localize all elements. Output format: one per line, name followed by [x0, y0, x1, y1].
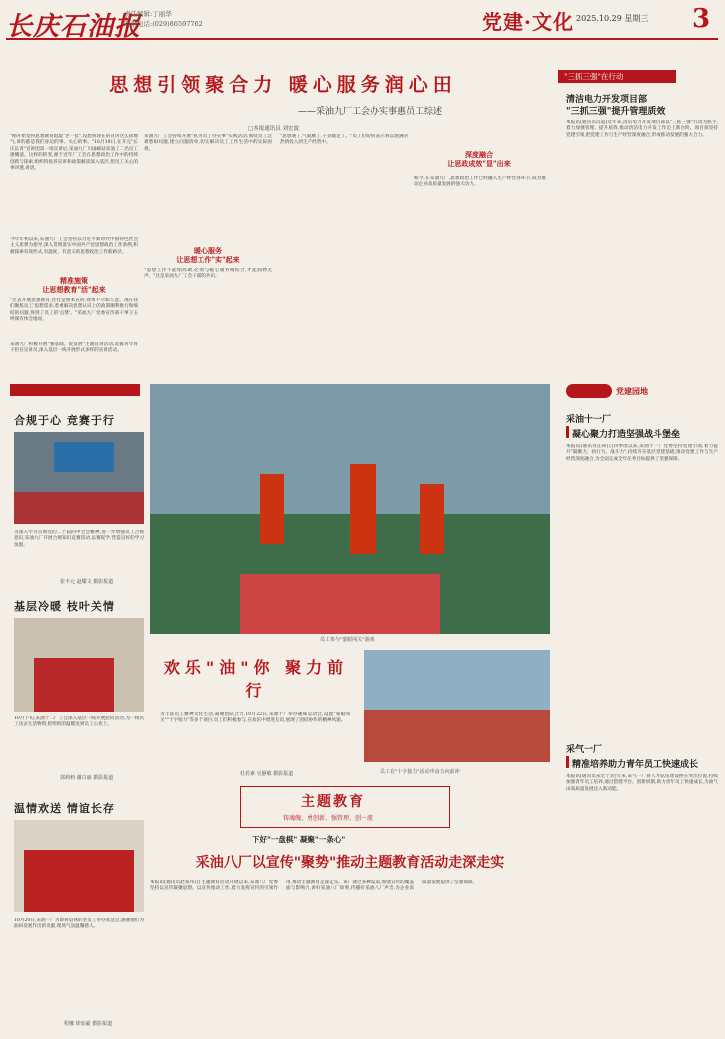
masthead: [6, 4, 718, 40]
right-title-1a: 清洁电力开发项目部: [566, 95, 648, 105]
lead-byline: □本报通讯员 刘宏波: [248, 126, 299, 132]
story3-text: 10月20日,采油一厂为即将退休的老员工举办欢送会,感谢他们为油田发展作出的贡献,现场气氛温馨感人。: [14, 918, 144, 930]
editor-info: [124, 9, 203, 29]
right-title-2b: 凝心聚力打造坚强战斗堡垒: [572, 430, 681, 440]
story1-byline: 张丰元 赵耀文 摄影报道: [60, 579, 114, 585]
lead-p1: "刚开始觉得思想教育挺虚"老一套",没想到现在的宣讲这么接地气,讲的都是我们身边的事、关心的事。"10月19日,在开完"长庆长青"宣讲团第一场宣讲后,采油九厂川国邮站采油工二名员工感慨道。这样的转变,源于近年厂工会在思想政治工作中的持续创新与探索,组织特优养宣讲和政策解读深入基层,把员工关心的事讲透,讲清。: [10, 134, 138, 172]
story3-byline: 程娜 徐加豪 摄影报道: [64, 1021, 113, 1027]
story3-title: 温情欢送 情谊长存: [14, 802, 115, 815]
right-text-2: 本报讯(通讯员任锋)自四季度以来,采油十一厂党委坚持党建引领,着力提升"凝聚力、执行力、战斗力",持续夯实基层党建基础,推动党建工作与生产经营深度融合,为全面完成全年任务目标提供了坚强保障。: [566, 444, 718, 462]
party-badge: [566, 384, 612, 398]
festival-text: 为丰富员工精神文化生活,凝聚团队合力,10月22日,采油十厂举办趣味运动会,设置"蒙眼闯关""十字接力"等多个项目,员工们积极参与,在欢乐中增进友谊,展现了团结协作的精神风貌。: [160, 712, 350, 724]
lead-p2: 今年年初以来,采油九厂工会坚持以习近平新时代中国特色社会主义思想为指导,深入贯彻落实中国共产党思想政治工作条例,积极探索有效形式,有温度、有意义的思想政治工作新路径。: [10, 237, 138, 255]
story1-text: 为深入学习贯彻党的二十届四中全会精神,进一步增强员工合规意识,采油九厂开展合规知识竞赛活动,以赛促学,营造良好的学习氛围。: [14, 530, 144, 548]
story2-photo: [14, 618, 144, 712]
editor-phone: 联系电话:(029)86597762: [124, 20, 203, 28]
right-band-1: "三抓三强"在行动: [558, 70, 676, 83]
newspaper-logo: 长庆石油报: [6, 12, 142, 42]
lead-p8: "思想通了,气就顺了,干劲就足了。"员工们纷纷表示将以饱满的热情投入到生产经营中。: [280, 134, 408, 146]
lead-p3: "过去开展思想教育,往往是照本宣科,效果不尽如人意。现在我们聚焦员工'思想需求,着重解决思想认识上的政策顺利推行和细结的问题,得到了员工的'点赞'。"采油九厂党委宣传部干事王玉坤深有体会地说。: [10, 298, 138, 323]
lead-subtitle: ——采油九厂工会办实事惠员工综述: [297, 107, 442, 117]
right-title-1b: "三抓三强"提升管理质效: [566, 107, 666, 117]
theme-slogan2: 下好"一盘棋" 凝聚"一条心": [252, 835, 346, 844]
right-text-1: 本报讯(通讯员冯超)近年来,清洁电力开发项目部以"三抓三强"行动为抓手,着力加强管理、提升质效,推动清洁电力开发工作迈上新台阶。项目部坚持党建引领,把党建工作与生产经营深度融合,形成推动发展的强大合力。: [566, 120, 718, 138]
right-title-3a: 采气一厂: [566, 745, 603, 755]
lead-subhead-b: 暖心服务 让思想工作"实"起来: [176, 246, 240, 264]
lead-subhead-c: 深度融合 让思政成效"显"出来: [447, 150, 511, 168]
editor-name: 责任编辑:丁丽华: [124, 10, 172, 18]
right-text-3: 本报讯(通讯员宋宏宁)近年来,采气一厂将人才队伍建设摆在突出位置,持续加强青年员工培养,通过搭建平台、创新机制,助力青年员工快速成长,为油气田高质量发展注入新动能。: [566, 774, 718, 792]
lead-subhead-a: 精准施策 让思想教育"活"起来: [42, 276, 106, 294]
lead-p7: 如今,在采油九厂,思想政治工作已经融入生产经营各环节,成为推动企业高质量发展的强大动力。: [414, 176, 546, 188]
story2-byline: 郭莉莉 谢白丽 摄影报道: [60, 775, 114, 781]
story2-text: 10月下旬,采油十二厂工会深入基层一线开展慰问活动,为一线员工送去生活物资,把组织的温暖送到员工心坎上。: [14, 716, 144, 728]
lead-p5: "思想工作不能唱高调,必须与暖心服务相结合,才能润物无声。"这是采油九厂工会干部的共识。: [144, 268, 272, 280]
theme-label: 主题教育: [301, 794, 365, 810]
festival-photo-1: [150, 384, 550, 634]
lead-title: 思想引领聚合力 暖心服务润心田: [109, 74, 457, 96]
right-title-2a: 采油十一厂: [566, 415, 612, 425]
story3-photo: [14, 820, 144, 912]
theme-slogan: 铸魂魄、勇创新、强管理、创一流: [283, 815, 374, 822]
lead-p6: 采油九厂工会持续开展"我为员工办实事"实践活动,围绕员工急难愁盼问题,建立问题清单,切实解决员工工作生活中的实际困难。: [144, 134, 272, 152]
festival-title: 欢乐"油"你 聚力前行: [163, 658, 349, 700]
page-number: 3: [692, 4, 711, 34]
right-title-3b: 精准培养助力青年员工快速成长: [572, 760, 699, 770]
festival-photo-2-caption: 员工在"十字接力"活动中奋力向前冲: [380, 769, 460, 775]
theme-text: 本报讯(通讯员赵家伟)自主题教育活动开展以来,采油八厂党委坚持以宣传凝聚思想、以宣传推动工作,着力发挥宣传的引领作用,推动主题教育走深走实。该厂通过多种渠道,加强宣传的覆盖面与影响力,讲好采油八厂故事,传播好采油八厂声音,为企业高质量发展提供了坚强保障。: [150, 880, 478, 892]
festival-photo-2: [364, 650, 550, 762]
lead-p4: 采油九厂积极开展"强基础、促发展"主题宣讲活动,选拔青年骨干担任宣讲员,深入基层一线开展形式多样的宣讲活动。: [10, 342, 138, 354]
story1-photo: [14, 432, 144, 524]
issue-date: 2025.10.29 星期三: [576, 14, 649, 23]
festival-photo-1-caption: 员工参与"蒙眼闯关"游戏: [320, 637, 375, 643]
title-bar-3: [566, 756, 569, 768]
festival-byline: 杜若素 吴静敏 摄影报道: [240, 771, 294, 777]
section-title: 党建·文化: [482, 10, 574, 34]
theme-box: [240, 786, 450, 828]
theme-title: 采油八厂以宣传"聚势"推动主题教育活动走深走实: [195, 855, 505, 871]
story1-title: 合规于心 竞赛于行: [14, 414, 115, 427]
left-banner: [10, 384, 140, 396]
story2-title: 基层冷暖 枝叶关情: [14, 600, 115, 613]
title-bar-2: [566, 426, 569, 438]
right-band-2: 党建园地: [616, 386, 648, 396]
